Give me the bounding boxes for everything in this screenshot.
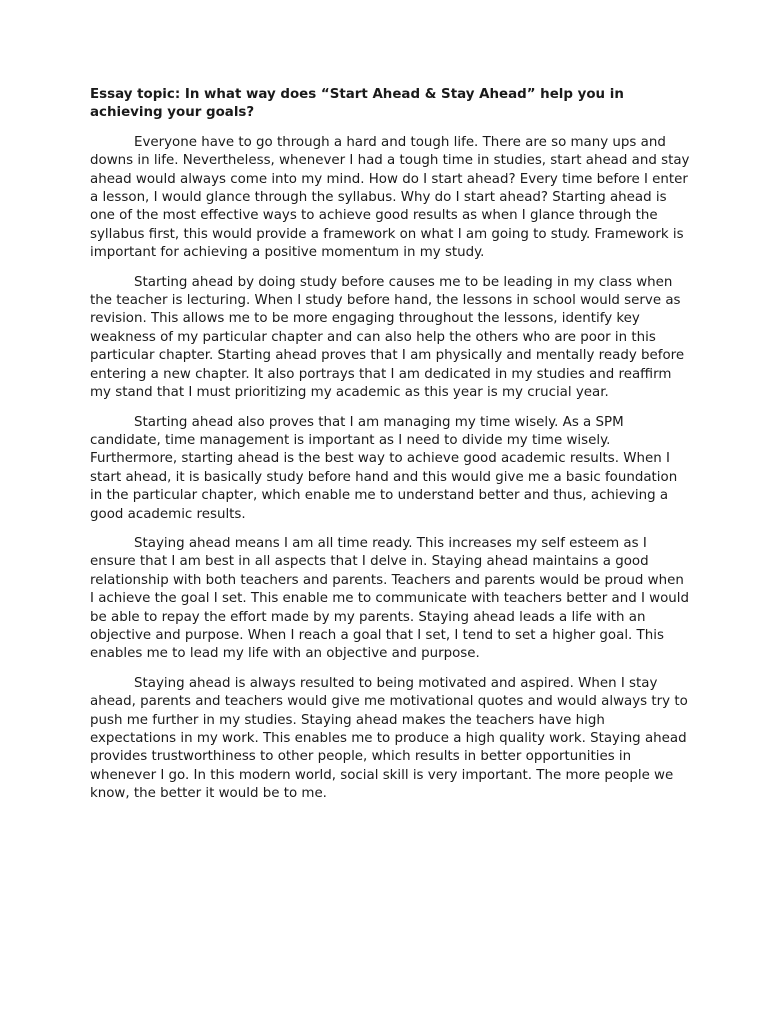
essay-paragraph-5: Staying ahead is always resulted to being motivated and aspired. When I stay ahead, parents and teachers would give me motivational quotes and would always try to push me further in my studies. Staying ahead makes the teachers have high expectations in my work. This enables me to produce a high quality work. Staying ahead provides trustworthiness to other people, which results in better opportunities in whenever I go. In this modern world, social skill is very important. The more people we know, the better it would be to me.: [90, 675, 688, 802]
essay-body: [90, 86, 690, 815]
essay-paragraph-2: Starting ahead by doing study before causes me to be leading in my class when the teacher is lecturing. When I study before hand, the lessons in school would serve as revision. This allows me to be more engaging throughout the lessons, identify key weakness of my particular chapter and can also help the others who are poor in this particular chapter. Starting ahead proves that I am physically and mentally ready before entering a new chapter. It also portrays that I am dedicated in my studies and reaffirm my stand that I must prioritizing my academic as this year is my crucial year.: [90, 274, 685, 401]
essay-paragraph-4: Staying ahead means I am all time ready. This increases my self esteem as I ensure that I am best in all aspects that I delve in. Staying ahead maintains a good relationship with both teachers and parents. Teachers and parents would be proud when I achieve the goal I set. This enable me to communicate with teachers better and I would be able to repay the effort made by my parents. Staying ahead leads a life with an objective and purpose. When I reach a goal that I set, I tend to set a higher goal. This enables me to lead my life with an objective and purpose.: [90, 535, 690, 662]
essay-paragraph-3: Starting ahead also proves that I am managing my time wisely. As a SPM candidate, time management is important as I need to divide my time wisely. Furthermore, starting ahead is the best way to achieve good academic results. When I start ahead, it is basically study before hand and this would give me a basic foundation in the particular chapter, which enable me to understand better and thus, achieving a good academic results.: [90, 414, 678, 522]
essay-title: Essay topic: In what way does “Start Ahead & Stay Ahead” help you in achieving your goals?: [90, 87, 624, 121]
essay-paragraph-1: Everyone have to go through a hard and tough life. There are so many ups and downs in life. Nevertheless, whenever I had a tough time in studies, start ahead and stay ahead would always come into my mind. How do I start ahead? Every time before I enter a lesson, I would glance through the syllabus. Why do I start ahead? Starting ahead is one of the most effective ways to achieve good results as when I glance through the syllabus first, this would provide a framework on what I am going to study. Framework is important for achieving a positive momentum in my study.: [90, 134, 690, 261]
